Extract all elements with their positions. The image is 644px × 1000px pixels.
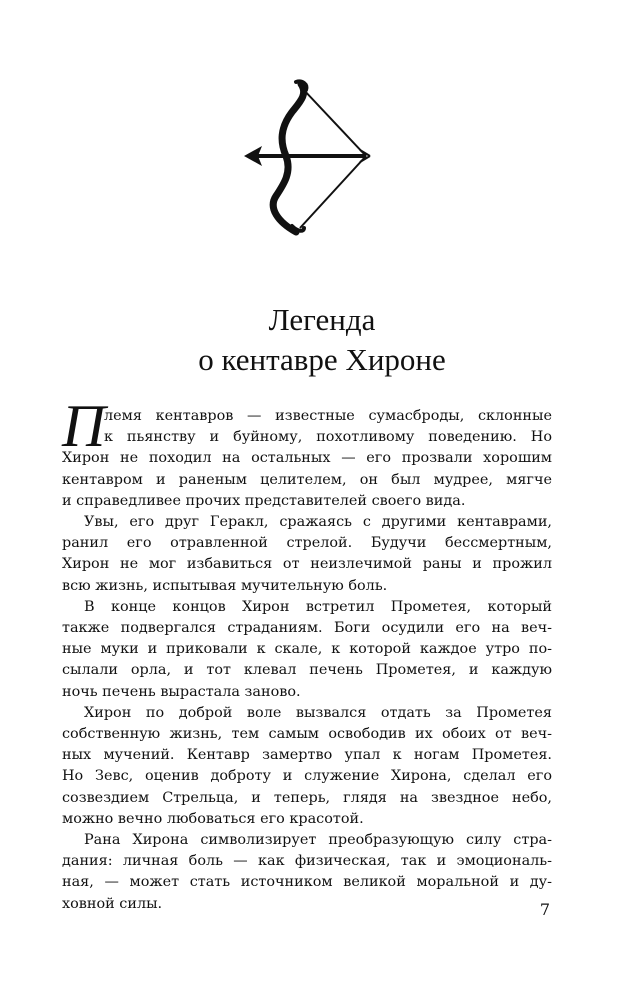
text-line: Увы, его друг Геракл, сражаясь с другими кентаврами, xyxy=(84,514,552,531)
text-line: ранил его отравленной стрелой. Будучи бессмертным, xyxy=(62,535,552,552)
text-line: и справедливее прочих представителей своего вида. xyxy=(62,492,466,509)
text-line: Хирон по доброй воле вызвался отдать за Прометея xyxy=(84,704,552,721)
text-line: кентавром и раненым целителем, он был мудрее, мягче xyxy=(62,471,552,488)
text-line: можно вечно любоваться его красотой. xyxy=(62,810,364,827)
text-line: также подвергался страданиям. Боги осудили его на веч- xyxy=(62,620,552,637)
text-line: Рана Хирона символизирует преобразующую силу стра- xyxy=(84,832,552,849)
text-line: лемя кентавров — известные сумасброды, склонные xyxy=(104,408,552,424)
body-text xyxy=(62,393,552,915)
text-line: ные муки и приковали к скале, к которой каждое утро по- xyxy=(62,641,552,658)
text-line: В конце концов Хирон встретил Прометея, который xyxy=(84,598,552,615)
chapter-title xyxy=(0,300,644,380)
text-line: к пьянству и буйному, похотливому поведению. Но xyxy=(104,429,552,446)
page-number: 7 xyxy=(539,900,550,919)
text-line: ночь печень вырастала заново. xyxy=(62,683,301,700)
chapter-title-line1: Легенда xyxy=(268,302,376,337)
sagittarius-bow-and-arrow-icon xyxy=(238,76,378,236)
text-line: ховной силы. xyxy=(62,895,163,912)
text-line: созвездием Стрельца, и теперь, глядя на звездное небо, xyxy=(62,789,552,806)
text-line: собственную жизнь, тем самым освободив их обоих от веч- xyxy=(62,726,552,743)
text-line: Хирон не походил на остальных — его прозвали хорошим xyxy=(62,450,552,467)
text-line: дания: личная боль — как физическая, так и эмоциональ- xyxy=(62,853,552,870)
text-line: ных мучений. Кентавр замертво упал к ногам Прометея. xyxy=(62,747,552,764)
text-line: всю жизнь, испытывая мучительную боль. xyxy=(62,577,388,594)
text-line: Но Зевс, оценив доброту и служение Хирона, сделал его xyxy=(62,768,552,785)
text-line: Хирон не мог избавиться от неизлечимой раны и прожил xyxy=(62,556,552,573)
text-line: ная, — может стать источником великой моральной и ду- xyxy=(62,874,552,891)
chapter-title-line2: о кентавре Хироне xyxy=(198,342,446,377)
drop-cap: П xyxy=(62,393,106,459)
text-line: сылали орла, и тот клевал печень Прометея, и каждую xyxy=(62,662,552,679)
